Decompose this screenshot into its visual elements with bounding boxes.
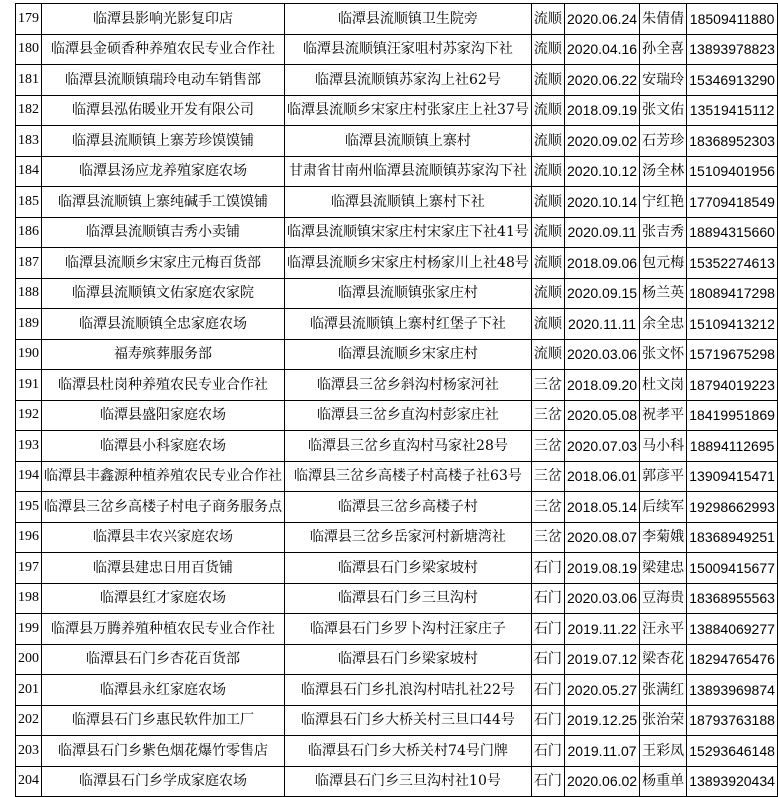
phone-number: 15293646148 [687, 736, 778, 767]
business-address: 临潭县石门乡扎浪沟村咭扎社22号 [285, 675, 532, 706]
row-number: 181 [16, 65, 42, 96]
registration-date: 2019.07.12 [564, 644, 639, 675]
township: 三岔 [531, 370, 564, 401]
operator-name: 梁杏花 [640, 644, 687, 675]
operator-name: 汪永平 [640, 614, 687, 645]
township: 石门 [531, 675, 564, 706]
phone-number: 15109413212 [687, 309, 778, 340]
row-number: 203 [16, 736, 42, 767]
business-address: 临潭县流顺镇宋家庄村宋家庄下社41号 [285, 217, 532, 248]
registration-date: 2019.12.25 [564, 705, 639, 736]
township: 流顺 [531, 156, 564, 187]
township: 流顺 [531, 278, 564, 309]
row-number: 188 [16, 278, 42, 309]
business-address: 临潭县流顺乡宋家庄村 [285, 339, 532, 370]
township: 流顺 [531, 187, 564, 218]
table-row [16, 461, 778, 492]
registration-date: 2018.09.20 [564, 370, 639, 401]
business-address: 临潭县三岔乡高楼子村高楼子社63号 [285, 461, 532, 492]
registration-date: 2020.09.15 [564, 278, 639, 309]
registration-date: 2020.09.11 [564, 217, 639, 248]
row-number: 199 [16, 614, 42, 645]
phone-number: 13893978823 [687, 34, 778, 65]
business-name: 福寿殡葬服务部 [42, 339, 285, 370]
business-name: 临潭县流顺乡宋家庄元梅百货部 [42, 248, 285, 279]
table-row [16, 736, 778, 767]
registration-date: 2020.03.06 [564, 583, 639, 614]
operator-name: 梁建忠 [640, 553, 687, 584]
table-row [16, 4, 778, 35]
operator-name: 石芳珍 [640, 126, 687, 157]
operator-name: 宁红艳 [640, 187, 687, 218]
operator-name: 后续军 [640, 492, 687, 523]
township: 三岔 [531, 492, 564, 523]
registration-date: 2020.10.14 [564, 187, 639, 218]
operator-name: 张满红 [640, 675, 687, 706]
registration-date: 2019.11.22 [564, 614, 639, 645]
business-name: 临潭县杜岗种养殖农民专业合作社 [42, 370, 285, 401]
business-address: 临潭县流顺镇苏家沟上社62号 [285, 65, 532, 96]
row-number: 189 [16, 309, 42, 340]
registration-date: 2020.05.08 [564, 400, 639, 431]
business-address: 临潭县石门乡大桥关村74号门牌 [285, 736, 532, 767]
table-row [16, 553, 778, 584]
row-number: 198 [16, 583, 42, 614]
registration-table [15, 3, 778, 797]
township: 三岔 [531, 431, 564, 462]
row-number: 185 [16, 187, 42, 218]
operator-name: 孙全喜 [640, 34, 687, 65]
row-number: 179 [16, 4, 42, 35]
township: 三岔 [531, 461, 564, 492]
table-row [16, 431, 778, 462]
business-name: 临潭县红才家庭农场 [42, 583, 285, 614]
township: 流顺 [531, 217, 564, 248]
table-row [16, 34, 778, 65]
row-number: 200 [16, 644, 42, 675]
phone-number: 18294765476 [687, 644, 778, 675]
business-name: 临潭县石门乡学成家庭农场 [42, 766, 285, 797]
table-row [16, 339, 778, 370]
operator-name: 张文怀 [640, 339, 687, 370]
registration-date: 2020.09.02 [564, 126, 639, 157]
phone-number: 13519415112 [687, 95, 778, 126]
township: 流顺 [531, 95, 564, 126]
row-number: 196 [16, 522, 42, 553]
phone-number: 15352274613 [687, 248, 778, 279]
phone-number: 15719675298 [687, 339, 778, 370]
operator-name: 包元梅 [640, 248, 687, 279]
registration-date: 2020.06.02 [564, 766, 639, 797]
row-number: 195 [16, 492, 42, 523]
registration-date: 2018.09.19 [564, 95, 639, 126]
operator-name: 杜文岗 [640, 370, 687, 401]
township: 流顺 [531, 126, 564, 157]
table-body [16, 4, 778, 797]
table-row [16, 370, 778, 401]
business-address: 临潭县流顺镇上寨村 [285, 126, 532, 157]
table-row [16, 95, 778, 126]
business-address: 临潭县三岔乡高楼子村 [285, 492, 532, 523]
business-name: 临潭县流顺镇吉秀小卖铺 [42, 217, 285, 248]
operator-name: 郭彦平 [640, 461, 687, 492]
table-row [16, 248, 778, 279]
table-row [16, 675, 778, 706]
business-name: 临潭县永红家庭农场 [42, 675, 285, 706]
business-name: 临潭县盛阳家庭农场 [42, 400, 285, 431]
phone-number: 15009415677 [687, 553, 778, 584]
registration-date: 2020.06.24 [564, 4, 639, 35]
operator-name: 张治荣 [640, 705, 687, 736]
row-number: 187 [16, 248, 42, 279]
row-number: 193 [16, 431, 42, 462]
row-number: 182 [16, 95, 42, 126]
township: 石门 [531, 583, 564, 614]
table-row [16, 766, 778, 797]
table-row [16, 278, 778, 309]
business-name: 临潭县流顺镇全忠家庭农场 [42, 309, 285, 340]
business-name: 临潭县泓佑暖业开发有限公司 [42, 95, 285, 126]
operator-name: 王彩凤 [640, 736, 687, 767]
business-name: 临潭县流顺镇上寨纯碱手工馍馍铺 [42, 187, 285, 218]
phone-number: 15346913290 [687, 65, 778, 96]
registration-date: 2020.08.07 [564, 522, 639, 553]
township: 石门 [531, 705, 564, 736]
row-number: 186 [16, 217, 42, 248]
operator-name: 祝孝平 [640, 400, 687, 431]
registration-date: 2018.05.14 [564, 492, 639, 523]
business-name: 临潭县影响光影复印店 [42, 4, 285, 35]
business-name: 临潭县金硕香种养殖农民专业合作社 [42, 34, 285, 65]
row-number: 194 [16, 461, 42, 492]
business-address: 临潭县三岔乡岳家河村新塘湾社 [285, 522, 532, 553]
operator-name: 余全忠 [640, 309, 687, 340]
phone-number: 18419951869 [687, 400, 778, 431]
phone-number: 13909415471 [687, 461, 778, 492]
township: 石门 [531, 644, 564, 675]
operator-name: 张吉秀 [640, 217, 687, 248]
business-address: 临潭县石门乡大桥关村三旦口44号 [285, 705, 532, 736]
business-address: 临潭县流顺乡宋家庄村杨家川上社48号 [285, 248, 532, 279]
business-name: 临潭县建忠日用百货铺 [42, 553, 285, 584]
table-row [16, 400, 778, 431]
table-row [16, 644, 778, 675]
township: 石门 [531, 766, 564, 797]
township: 三岔 [531, 522, 564, 553]
registration-date: 2020.10.12 [564, 156, 639, 187]
business-name: 临潭县石门乡杏花百货部 [42, 644, 285, 675]
operator-name: 朱倩倩 [640, 4, 687, 35]
phone-number: 17709418549 [687, 187, 778, 218]
business-address: 临潭县流顺乡宋家庄村张家庄上社37号 [285, 95, 532, 126]
operator-name: 马小科 [640, 431, 687, 462]
registration-date: 2020.06.22 [564, 65, 639, 96]
phone-number: 13893969874 [687, 675, 778, 706]
business-address: 临潭县石门乡梁家坡村 [285, 553, 532, 584]
business-name: 临潭县石门乡紫色烟花爆竹零售店 [42, 736, 285, 767]
business-address: 临潭县流顺镇张家庄村 [285, 278, 532, 309]
business-address: 临潭县石门乡三旦沟村社10号 [285, 766, 532, 797]
phone-number: 19298662993 [687, 492, 778, 523]
phone-number: 18368952303 [687, 126, 778, 157]
township: 流顺 [531, 34, 564, 65]
phone-number: 18894315660 [687, 217, 778, 248]
table-row [16, 65, 778, 96]
row-number: 180 [16, 34, 42, 65]
township: 石门 [531, 614, 564, 645]
phone-number: 18509411880 [687, 4, 778, 35]
table-row [16, 614, 778, 645]
registration-date: 2020.05.27 [564, 675, 639, 706]
business-name: 临潭县汤应龙养殖家庭农场 [42, 156, 285, 187]
township: 三岔 [531, 400, 564, 431]
operator-name: 豆海贵 [640, 583, 687, 614]
township: 流顺 [531, 309, 564, 340]
registration-date: 2018.09.06 [564, 248, 639, 279]
phone-number: 18793763188 [687, 705, 778, 736]
row-number: 183 [16, 126, 42, 157]
business-address: 临潭县三岔乡斜沟村杨家河社 [285, 370, 532, 401]
registration-date: 2020.07.03 [564, 431, 639, 462]
business-address: 临潭县流顺镇汪家咀村苏家沟下社 [285, 34, 532, 65]
row-number: 192 [16, 400, 42, 431]
business-address: 临潭县流顺镇上寨村红堡子下社 [285, 309, 532, 340]
registration-date: 2019.08.19 [564, 553, 639, 584]
row-number: 191 [16, 370, 42, 401]
business-name: 临潭县石门乡惠民软件加工厂 [42, 705, 285, 736]
business-address: 甘肃省甘南州临潭县流顺镇苏家沟下社 [285, 156, 532, 187]
township: 流顺 [531, 248, 564, 279]
phone-number: 13893920434 [687, 766, 778, 797]
registration-date: 2020.03.06 [564, 339, 639, 370]
operator-name: 李菊娥 [640, 522, 687, 553]
business-name: 临潭县丰农兴家庭农场 [42, 522, 285, 553]
phone-number: 18794019223 [687, 370, 778, 401]
business-address: 临潭县三岔乡直沟村彭家庄社 [285, 400, 532, 431]
row-number: 201 [16, 675, 42, 706]
township: 流顺 [531, 4, 564, 35]
operator-name: 安瑞玲 [640, 65, 687, 96]
table-row [16, 156, 778, 187]
table-row [16, 126, 778, 157]
operator-name: 杨重单 [640, 766, 687, 797]
phone-number: 15109401956 [687, 156, 778, 187]
business-name: 临潭县流顺镇文佑家庭农家院 [42, 278, 285, 309]
row-number: 202 [16, 705, 42, 736]
business-name: 临潭县万腾养殖种植农民专业合作社 [42, 614, 285, 645]
operator-name: 杨兰英 [640, 278, 687, 309]
phone-number: 13884069277 [687, 614, 778, 645]
business-address: 临潭县三岔乡直沟村马家社28号 [285, 431, 532, 462]
business-address: 临潭县石门乡三旦沟村 [285, 583, 532, 614]
business-name: 临潭县丰鑫源种植养殖农民专业合作社 [42, 461, 285, 492]
registration-date: 2020.11.11 [564, 309, 639, 340]
table-row [16, 187, 778, 218]
phone-number: 18894112695 [687, 431, 778, 462]
phone-number: 18368955563 [687, 583, 778, 614]
operator-name: 汤全林 [640, 156, 687, 187]
business-name: 临潭县小科家庭农场 [42, 431, 285, 462]
table-row [16, 583, 778, 614]
row-number: 197 [16, 553, 42, 584]
business-address: 临潭县石门乡梁家坡村 [285, 644, 532, 675]
phone-number: 18089417298 [687, 278, 778, 309]
business-address: 临潭县流顺镇卫生院旁 [285, 4, 532, 35]
township: 流顺 [531, 65, 564, 96]
business-name: 临潭县三岔乡高楼子村电子商务服务点 [42, 492, 285, 523]
table-row [16, 309, 778, 340]
row-number: 204 [16, 766, 42, 797]
township: 石门 [531, 736, 564, 767]
row-number: 184 [16, 156, 42, 187]
registration-date: 2018.06.01 [564, 461, 639, 492]
township: 流顺 [531, 339, 564, 370]
table-row [16, 522, 778, 553]
row-number: 190 [16, 339, 42, 370]
registration-date: 2019.11.07 [564, 736, 639, 767]
table-row [16, 217, 778, 248]
business-name: 临潭县流顺镇上寨芳珍馍馍铺 [42, 126, 285, 157]
registration-date: 2020.04.16 [564, 34, 639, 65]
operator-name: 张文佑 [640, 95, 687, 126]
township: 石门 [531, 553, 564, 584]
phone-number: 18368949251 [687, 522, 778, 553]
business-address: 临潭县流顺镇上寨村下社 [285, 187, 532, 218]
table-row [16, 705, 778, 736]
business-name: 临潭县流顺镇瑞玲电动车销售部 [42, 65, 285, 96]
table-row [16, 492, 778, 523]
business-address: 临潭县石门乡罗卜沟村汪家庄子 [285, 614, 532, 645]
